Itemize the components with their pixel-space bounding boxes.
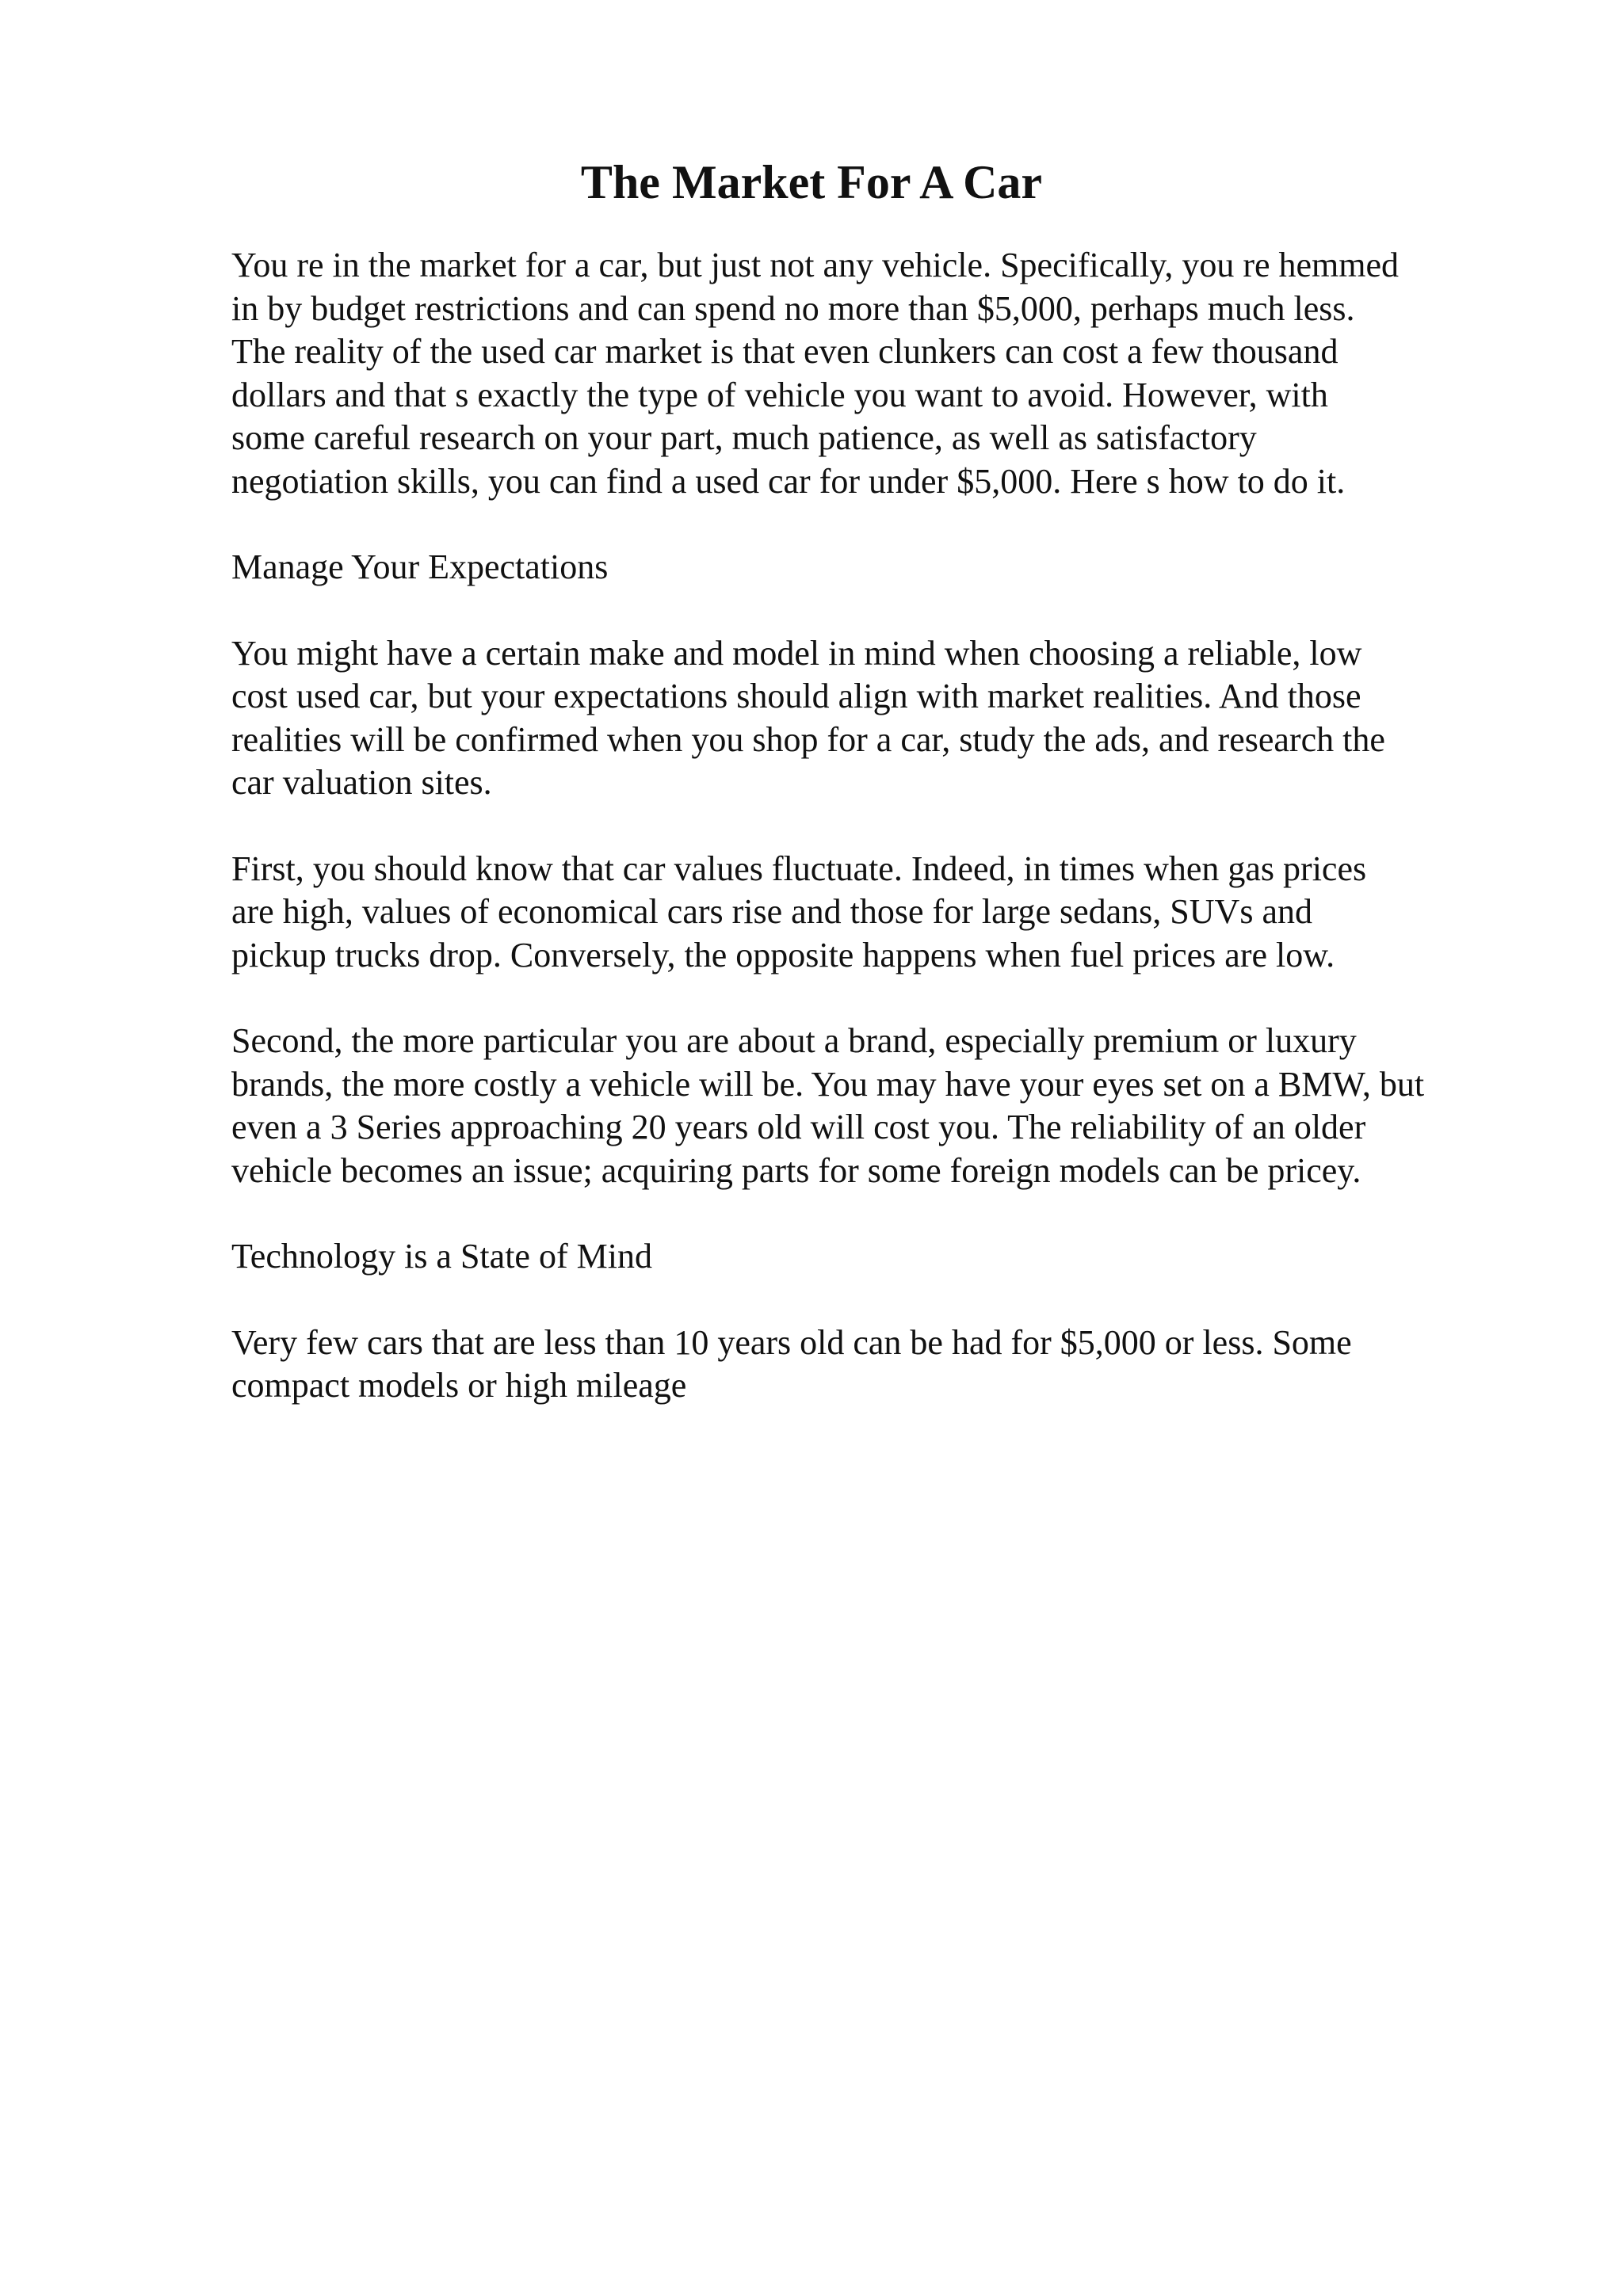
text-line: in by budget restrictions and can spend no more than $5,000, perhaps much less.: [231, 288, 1355, 328]
paragraph-intro: [231, 244, 1610, 503]
paragraph-technology: [231, 1322, 1610, 1408]
text-line: negotiation skills, you can find a used car for under $5,000. Here s how to do it.: [231, 461, 1346, 501]
paragraph-expectations: [231, 632, 1610, 805]
text-line: realities will be confirmed when you shop for a car, study the ads, and research the: [231, 719, 1385, 759]
text-line: You might have a certain make and model in mind when choosing a reliable, low: [231, 633, 1362, 673]
text-line: dollars and that s exactly the type of vehicle you want to avoid. However, with: [231, 375, 1328, 414]
text-line: compact models or high mileage: [231, 1366, 687, 1405]
section-heading-expectations: [231, 546, 1610, 589]
text-line: some careful research on your part, much patience, as well as satisfactory: [231, 418, 1257, 457]
text-line: even a 3 Series approaching 20 years old will cost you. The reliability of an older: [231, 1108, 1366, 1146]
text-line: The reality of the used car market is that even clunkers can cost a few thousand: [231, 332, 1338, 371]
text-line: Manage Your Expectations: [231, 547, 609, 586]
section-heading-technology: [231, 1235, 1610, 1279]
paragraph-values-fluctuate: [231, 848, 1610, 978]
text-line: Second, the more particular you are about a brand, especially premium or luxury: [231, 1021, 1357, 1060]
document-body: [231, 244, 1610, 1451]
text-line: are high, values of economical cars rise and those for large sedans, SUVs and: [231, 892, 1312, 931]
text-line: car valuation sites.: [231, 763, 492, 802]
text-line: cost used car, but your expectations should align with market realities. And those: [231, 677, 1361, 715]
text-line: brands, the more costly a vehicle will be. You may have your eyes set on a BMW, but: [231, 1064, 1425, 1104]
document-title: The Market For A Car: [580, 156, 1043, 208]
text-line: pickup trucks drop. Conversely, the opposite happens when fuel prices are low.: [231, 935, 1335, 974]
text-line: First, you should know that car values fluctuate. Indeed, in times when gas prices: [231, 849, 1367, 888]
text-line: Very few cars that are less than 10 years old can be had for $5,000 or less. Some: [231, 1322, 1352, 1362]
text-line: You re in the market for a car, but just not any vehicle. Specifically, you re hemmed: [231, 246, 1400, 284]
text-line: vehicle becomes an issue; acquiring parts for some foreign models can be pricey.: [231, 1150, 1361, 1190]
paragraph-brand: [231, 1020, 1610, 1192]
text-line: Technology is a State of Mind: [231, 1237, 652, 1276]
